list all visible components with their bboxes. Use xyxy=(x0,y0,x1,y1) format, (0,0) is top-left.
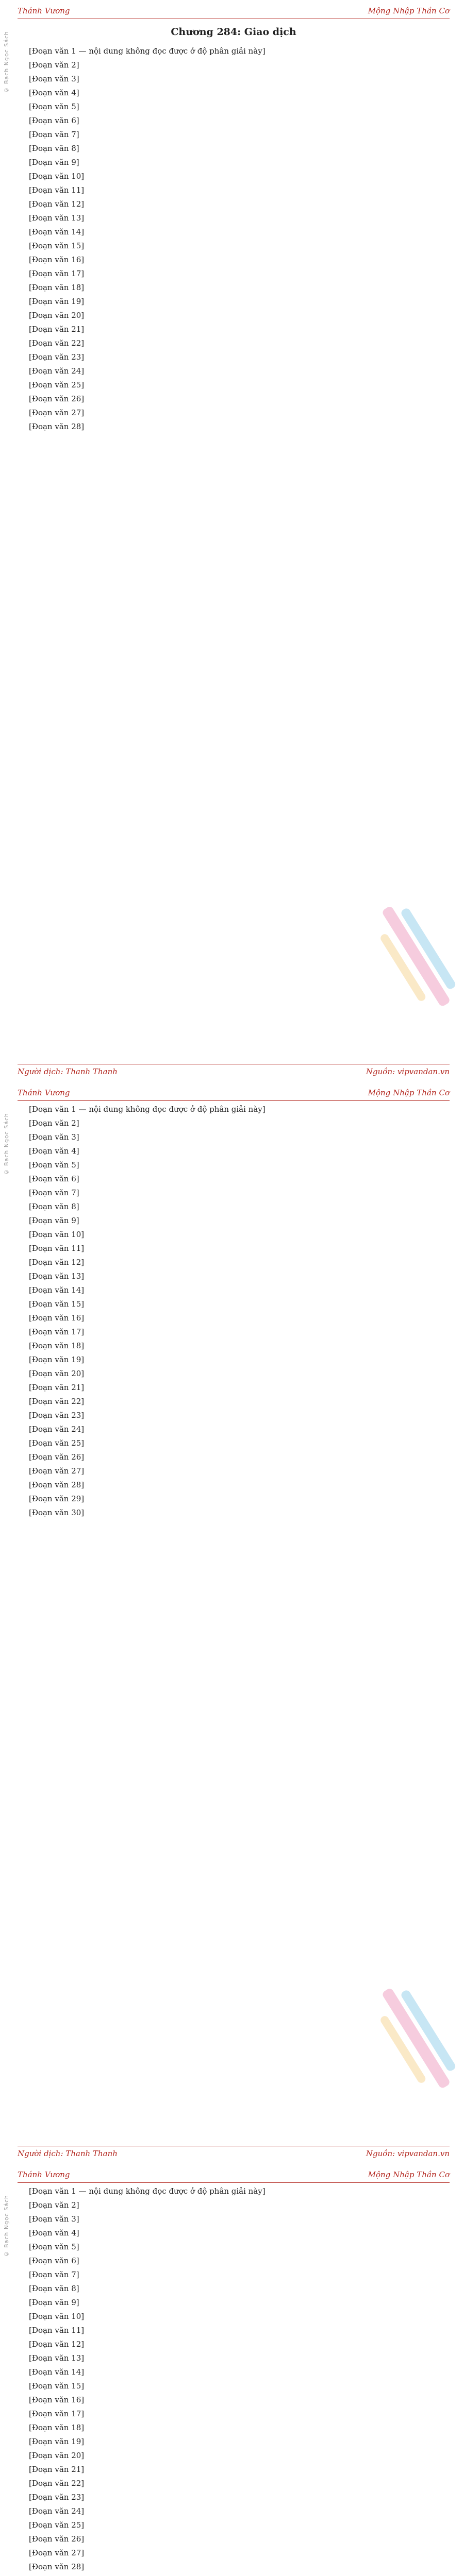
paragraph: [Đoạn văn 3] xyxy=(29,74,79,83)
paragraph: [Đoạn văn 9] xyxy=(29,2298,79,2307)
footer-source: Nguồn: vipvandan.vn xyxy=(366,1067,450,1076)
paragraph: [Đoạn văn 27] xyxy=(29,2548,85,2557)
paragraph: [Đoạn văn 24] xyxy=(29,1425,85,1434)
paragraph: [Đoạn văn 7] xyxy=(29,1188,79,1197)
paragraph: [Đoạn văn 5] xyxy=(29,2242,79,2251)
paragraph: [Đoạn văn 11] xyxy=(29,2326,85,2335)
paragraph: [Đoạn văn 30] xyxy=(29,1508,85,1517)
page-1 xyxy=(0,0,464,1082)
paragraph: [Đoạn văn 13] xyxy=(29,213,85,223)
page-header xyxy=(18,2167,450,2183)
paragraph: [Đoạn văn 8] xyxy=(29,2284,79,2293)
paragraph: [Đoạn văn 15] xyxy=(29,2381,85,2391)
paragraph: [Đoạn văn 14] xyxy=(29,1285,85,1295)
paragraph: [Đoạn văn 26] xyxy=(29,2534,85,2544)
paragraph: [Đoạn văn 6] xyxy=(29,2256,79,2265)
paragraph: [Đoạn văn 7] xyxy=(29,130,79,139)
paragraph: [Đoạn văn 14] xyxy=(29,2367,85,2377)
paragraph: [Đoạn văn 10] xyxy=(29,1230,85,1239)
paragraph: [Đoạn văn 25] xyxy=(29,380,85,389)
paragraph: [Đoạn văn 27] xyxy=(29,408,85,417)
paragraph: [Đoạn văn 17] xyxy=(29,2409,85,2418)
page-3 xyxy=(0,2164,464,2576)
vipvandan-logo-icon xyxy=(364,1971,464,2109)
paragraph: [Đoạn văn 5] xyxy=(29,1160,79,1170)
paragraph: [Đoạn văn 1 — nội dung không đọc được ở độ phân giải này] xyxy=(29,46,266,56)
paragraph: [Đoạn văn 22] xyxy=(29,1397,85,1406)
paragraph: [Đoạn văn 16] xyxy=(29,1313,85,1323)
paragraph: [Đoạn văn 2] xyxy=(29,2200,79,2210)
paragraph: [Đoạn văn 13] xyxy=(29,1272,85,1281)
paragraph: [Đoạn văn 11] xyxy=(29,1244,85,1253)
paragraph: [Đoạn văn 10] xyxy=(29,172,85,181)
page-content xyxy=(18,43,450,432)
paragraph: [Đoạn văn 7] xyxy=(29,2270,79,2279)
paragraph: [Đoạn văn 19] xyxy=(29,2437,85,2446)
chapter-title: Chương 284: Giao dịch xyxy=(171,26,296,38)
header-author: Mộng Nhập Thần Cơ xyxy=(368,1088,450,1097)
paragraph: [Đoạn văn 15] xyxy=(29,1299,85,1309)
paragraph: [Đoạn văn 3] xyxy=(29,1132,79,1142)
paragraph: [Đoạn văn 4] xyxy=(29,1146,79,1156)
header-book-title: Thánh Vương xyxy=(18,1088,70,1097)
side-copyright-mark: © Bạch Ngọc Sách xyxy=(3,31,10,94)
paragraph: [Đoạn văn 8] xyxy=(29,144,79,153)
footer-translator: Người dịch: Thanh Thanh xyxy=(18,1067,118,1076)
paragraph: [Đoạn văn 2] xyxy=(29,60,79,70)
page-content xyxy=(18,2183,450,2576)
paragraph: [Đoạn văn 28] xyxy=(29,422,85,431)
header-author: Mộng Nhập Thần Cơ xyxy=(368,2170,450,2179)
paragraph: [Đoạn văn 18] xyxy=(29,283,85,292)
paragraph: [Đoạn văn 4] xyxy=(29,88,79,97)
paragraph: [Đoạn văn 21] xyxy=(29,325,85,334)
paragraph: [Đoạn văn 23] xyxy=(29,352,85,362)
paragraph: [Đoạn văn 10] xyxy=(29,2312,85,2321)
paragraph: [Đoạn văn 6] xyxy=(29,116,79,125)
paragraph: [Đoạn văn 26] xyxy=(29,1452,85,1462)
footer-translator: Người dịch: Thanh Thanh xyxy=(18,2149,118,2158)
page-2 xyxy=(0,1082,464,2164)
paragraph: [Đoạn văn 28] xyxy=(29,2562,85,2571)
side-copyright-mark: © Bạch Ngọc Sách xyxy=(3,1113,10,1176)
paragraph: [Đoạn văn 23] xyxy=(29,2493,85,2502)
paragraph: [Đoạn văn 12] xyxy=(29,199,85,209)
paragraph: [Đoạn văn 23] xyxy=(29,1411,85,1420)
paragraph: [Đoạn văn 29] xyxy=(29,1494,85,1503)
paragraph: [Đoạn văn 16] xyxy=(29,2395,85,2404)
paragraph: [Đoạn văn 24] xyxy=(29,2506,85,2516)
paragraph: [Đoạn văn 6] xyxy=(29,1174,79,1183)
paragraph: [Đoạn văn 1 — nội dung không đọc được ở độ phân giải này] xyxy=(29,2187,266,2196)
paragraph: [Đoạn văn 20] xyxy=(29,1369,85,1378)
page-header xyxy=(18,3,450,19)
page-footer xyxy=(18,2146,450,2161)
paragraph: [Đoạn văn 20] xyxy=(29,311,85,320)
paragraph: [Đoạn văn 19] xyxy=(29,1355,85,1364)
vipvandan-logo-icon xyxy=(364,889,464,1027)
paragraph: [Đoạn văn 25] xyxy=(29,1438,85,1448)
paragraph: [Đoạn văn 3] xyxy=(29,2214,79,2224)
paragraph: [Đoạn văn 13] xyxy=(29,2353,85,2363)
paragraph: [Đoạn văn 4] xyxy=(29,2228,79,2238)
paragraph: [Đoạn văn 2] xyxy=(29,1118,79,1128)
header-author: Mộng Nhập Thần Cơ xyxy=(368,6,450,15)
paragraph: [Đoạn văn 12] xyxy=(29,2340,85,2349)
paragraph: [Đoạn văn 18] xyxy=(29,1341,85,1350)
paragraph: [Đoạn văn 5] xyxy=(29,102,79,111)
paragraph: [Đoạn văn 1 — nội dung không đọc được ở độ phân giải này] xyxy=(29,1105,266,1114)
paragraph: [Đoạn văn 19] xyxy=(29,297,85,306)
page-content xyxy=(18,1101,450,1518)
paragraph: [Đoạn văn 17] xyxy=(29,269,85,278)
paragraph: [Đoạn văn 21] xyxy=(29,2465,85,2474)
paragraph: [Đoạn văn 27] xyxy=(29,1466,85,1476)
paragraph: [Đoạn văn 9] xyxy=(29,1216,79,1225)
footer-source: Nguồn: vipvandan.vn xyxy=(366,2149,450,2158)
header-book-title: Thánh Vương xyxy=(18,2170,70,2179)
paragraph: [Đoạn văn 22] xyxy=(29,338,85,348)
paragraph: [Đoạn văn 12] xyxy=(29,1258,85,1267)
paragraph: [Đoạn văn 28] xyxy=(29,1480,85,1489)
page-footer xyxy=(18,1064,450,1079)
paragraph: [Đoạn văn 8] xyxy=(29,1202,79,1211)
paragraph: [Đoạn văn 14] xyxy=(29,227,85,236)
paragraph: [Đoạn văn 20] xyxy=(29,2451,85,2460)
paragraph: [Đoạn văn 18] xyxy=(29,2423,85,2432)
header-book-title: Thánh Vương xyxy=(18,6,70,15)
paragraph: [Đoạn văn 11] xyxy=(29,185,85,195)
page-header xyxy=(18,1085,450,1101)
paragraph: [Đoạn văn 9] xyxy=(29,158,79,167)
paragraph: [Đoạn văn 17] xyxy=(29,1327,85,1336)
paragraph: [Đoạn văn 26] xyxy=(29,394,85,403)
paragraph: [Đoạn văn 15] xyxy=(29,241,85,250)
paragraph: [Đoạn văn 22] xyxy=(29,2479,85,2488)
paragraph: [Đoạn văn 16] xyxy=(29,255,85,264)
paragraph: [Đoạn văn 24] xyxy=(29,366,85,376)
paragraph: [Đoạn văn 25] xyxy=(29,2520,85,2530)
side-copyright-mark: © Bạch Ngọc Sách xyxy=(3,2195,10,2258)
paragraph: [Đoạn văn 21] xyxy=(29,1383,85,1392)
